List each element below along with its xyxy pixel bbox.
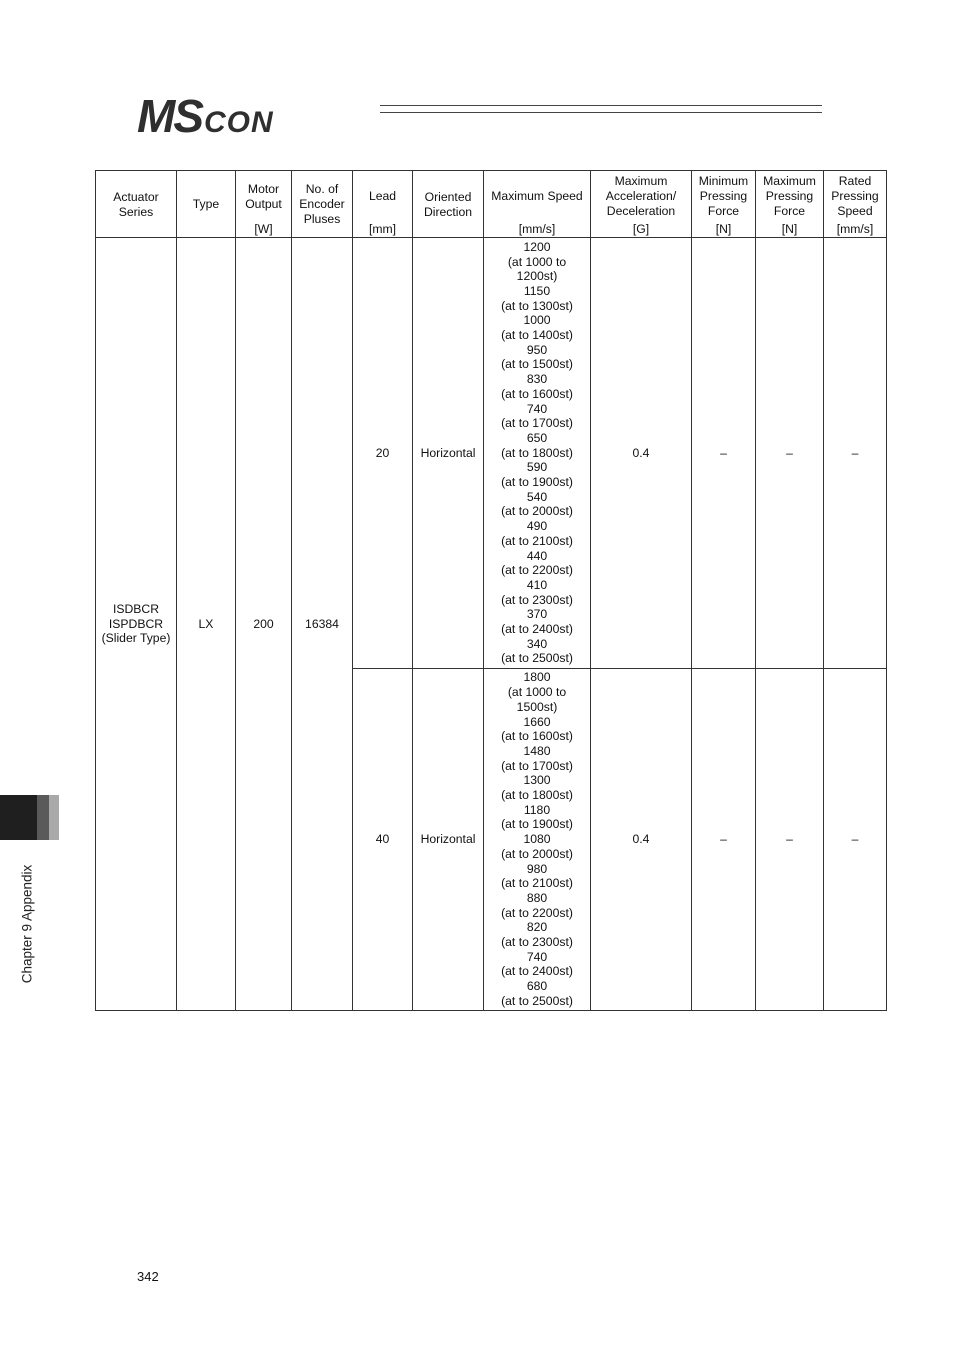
cell-max-pressing-force: – xyxy=(756,238,824,669)
speed-line: 650 xyxy=(526,430,548,445)
header-rated-pressing-speed: Rated Pressing Speed xyxy=(824,171,887,222)
header-rule-top xyxy=(380,105,822,106)
speed-line: 680 xyxy=(526,979,548,994)
header-lead: Lead xyxy=(353,171,413,222)
chapter-label-text: Chapter 9 Appendix xyxy=(19,864,35,984)
cell-maximum-speed xyxy=(484,669,591,1011)
speed-line: 1080 xyxy=(523,832,551,847)
header-actuator-series: Actuator Series xyxy=(96,171,177,238)
speed-line: 1480 xyxy=(523,743,551,758)
cell-rated-pressing-speed: – xyxy=(824,238,887,669)
speed-line: (at to 2400st) xyxy=(501,964,573,979)
speed-line: (at to 1600st) xyxy=(501,386,573,401)
cell-type: LX xyxy=(177,238,236,1011)
chapter-tab-dark xyxy=(0,795,37,840)
speed-line: 1500st) xyxy=(516,699,558,714)
mscon-logo xyxy=(137,90,274,142)
cell-maximum-speed xyxy=(484,238,591,669)
speed-line: 590 xyxy=(526,460,548,475)
speed-line: (at to 2500st) xyxy=(501,651,573,666)
header-maximum-speed: Maximum Speed xyxy=(484,171,591,222)
speed-line: 1200st) xyxy=(516,269,558,284)
chapter-tab-mid xyxy=(37,795,49,840)
speed-line: 830 xyxy=(526,372,548,387)
table-row xyxy=(96,238,887,669)
cell-acceleration: 0.4 xyxy=(591,669,692,1011)
speed-line: 740 xyxy=(526,949,548,964)
speed-line: (at to 1600st) xyxy=(501,729,573,744)
unit-max-acceleration: [G] xyxy=(591,221,692,238)
speed-line: 880 xyxy=(526,890,548,905)
speed-line: (at to 2100st) xyxy=(501,533,573,548)
cell-motor-output: 200 xyxy=(236,238,292,1011)
speed-line: (at to 1900st) xyxy=(501,475,573,490)
page-number: 342 xyxy=(137,1269,159,1284)
speed-line: (at to 1700st) xyxy=(501,416,573,431)
speed-line: (at 1000 to xyxy=(507,254,567,269)
unit-rated-pressing-speed: [mm/s] xyxy=(824,221,887,238)
header-min-pressing-force: Minimum Pressing Force xyxy=(692,171,756,222)
speed-line: (at to 1800st) xyxy=(501,788,573,803)
unit-lead: [mm] xyxy=(353,221,413,238)
cell-encoder-pulses: 16384 xyxy=(292,238,353,1011)
unit-maximum-speed: [mm/s] xyxy=(484,221,591,238)
speed-line: 440 xyxy=(526,548,548,563)
speed-line: 1180 xyxy=(523,802,551,817)
speed-line: 340 xyxy=(526,636,548,651)
speed-line: 1800 xyxy=(523,670,551,685)
speed-line: (at to 2200st) xyxy=(501,905,573,920)
logo-con-text: CON xyxy=(204,106,274,139)
header-oriented-direction: Oriented Direction xyxy=(413,171,484,238)
speed-line: (at to 1900st) xyxy=(501,817,573,832)
speed-line: 490 xyxy=(526,519,548,534)
speed-line: (at to 2000st) xyxy=(501,846,573,861)
speed-line: (at to 2200st) xyxy=(501,563,573,578)
cell-direction: Horizontal xyxy=(413,669,484,1011)
speed-line: (at to 2100st) xyxy=(501,876,573,891)
chapter-tab-light xyxy=(49,795,59,840)
cell-lead: 40 xyxy=(353,669,413,1011)
cell-lead: 20 xyxy=(353,238,413,669)
header-max-acceleration: Maximum Acceleration/ Deceleration xyxy=(591,171,692,222)
header-max-pressing-force: Maximum Pressing Force xyxy=(756,171,824,222)
header-row xyxy=(96,171,887,222)
cell-acceleration: 0.4 xyxy=(591,238,692,669)
speed-line: 370 xyxy=(526,607,548,622)
unit-motor-output: [W] xyxy=(236,221,292,238)
speed-line: (at to 1300st) xyxy=(501,298,573,313)
speed-line: (at to 2300st) xyxy=(501,592,573,607)
speed-line: (at to 1500st) xyxy=(501,357,573,372)
speed-line: 820 xyxy=(526,920,548,935)
speed-line: (at to 2300st) xyxy=(501,935,573,950)
cell-rated-pressing-speed: – xyxy=(824,669,887,1011)
cell-min-pressing-force: – xyxy=(692,238,756,669)
header-type: Type xyxy=(177,171,236,238)
speed-line: (at to 1700st) xyxy=(501,758,573,773)
speed-line: (at to 1800st) xyxy=(501,445,573,460)
speed-line: 410 xyxy=(526,577,548,592)
speed-line: 540 xyxy=(526,489,548,504)
speed-line: 1150 xyxy=(523,283,551,298)
specification-table xyxy=(95,170,887,1011)
speed-line: (at to 2500st) xyxy=(501,993,573,1008)
speed-line: 1660 xyxy=(523,714,551,729)
speed-line: 1300 xyxy=(523,773,551,788)
cell-direction: Horizontal xyxy=(413,238,484,669)
speed-line: 950 xyxy=(526,342,548,357)
cell-actuator-series: ISDBCR ISPDBCR (Slider Type) xyxy=(96,238,177,1011)
speed-line: 740 xyxy=(526,401,548,416)
speed-line: (at to 2400st) xyxy=(501,622,573,637)
cell-min-pressing-force: – xyxy=(692,669,756,1011)
speed-line: 1200 xyxy=(523,239,551,254)
speed-line: (at to 1400st) xyxy=(501,328,573,343)
speed-line: (at 1000 to xyxy=(507,685,567,700)
cell-max-pressing-force: – xyxy=(756,669,824,1011)
speed-line: (at to 2000st) xyxy=(501,504,573,519)
header-motor-output: Motor Output xyxy=(236,171,292,222)
logo-ms-text: MS xyxy=(137,90,202,142)
speed-line: 980 xyxy=(526,861,548,876)
unit-max-pressing-force: [N] xyxy=(756,221,824,238)
unit-min-pressing-force: [N] xyxy=(692,221,756,238)
header-encoder-pulses: No. of Encoder Pluses xyxy=(292,171,353,238)
header-rule-bottom xyxy=(380,112,822,113)
speed-line: 1000 xyxy=(523,313,551,328)
